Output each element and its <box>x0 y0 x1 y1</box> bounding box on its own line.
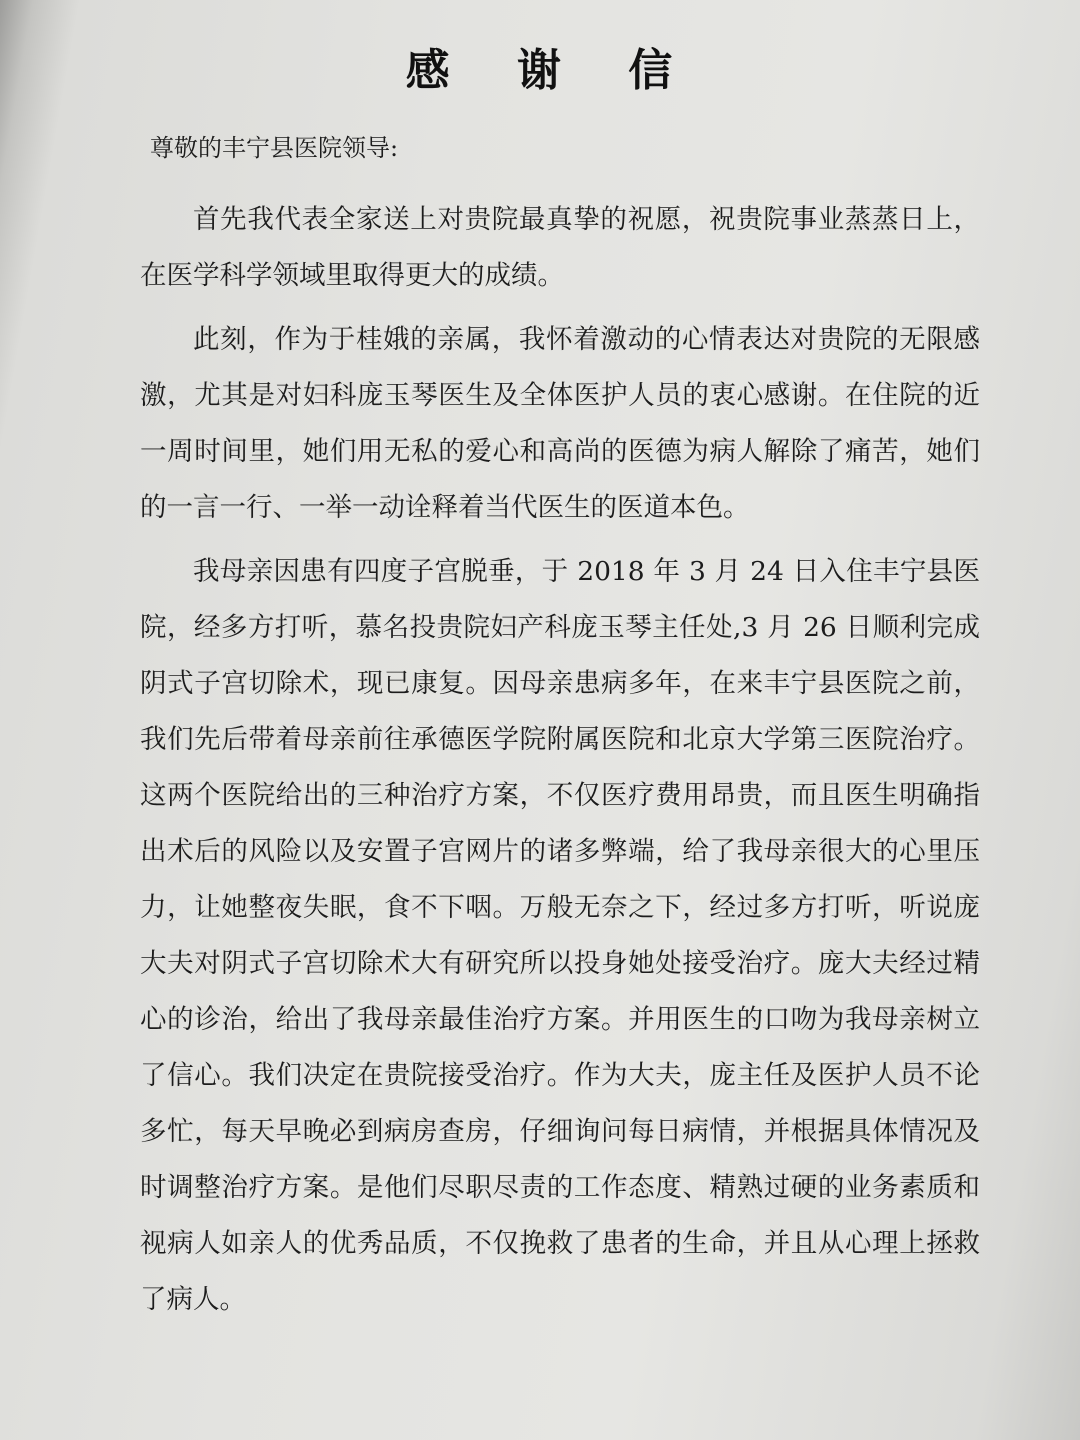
paragraph-2: 此刻，作为于桂娥的亲属，我怀着激动的心情表达对贵院的无限感激，尤其是对妇科庞玉琴医生及全体医护人员的衷心感谢。在住院的近一周时间里，她们用无私的爱心和高尚的医德为病人解除了痛苦，她们的一言一行、一举一动诠释着当代医生的医道本色。 <box>140 324 980 523</box>
paragraph-1: 首先我代表全家送上对贵院最真挚的祝愿，祝贵院事业蒸蒸日上，在医学科学领域里取得更大的成绩。 <box>140 204 980 291</box>
paragraph-3: 我母亲因患有四度子宫脱垂，于 2018 年 3 月 24 日入住丰宁县医院，经多方打听，慕名投贵院妇产科庞玉琴主任处,3 月 26 日顺利完成阴式子宫切除术，现已康复。因母亲患病多年，在来丰宁县医院之前，我们先后带着母亲前往承德医学院附属医院和北京大学第三医院治疗。这两个医院给出的三种治疗方案，不仅医疗费用昂贵，而且医生明确指出术后的风险以及安置子宫网片的诸多弊端，给了我母亲很大的心里压力，让她整夜失眠，食不下咽。万般无奈之下，经过多方打听，听说庞大夫对阴式子宫切除术大有研究所以投身她处接受治疗。庞大夫经过精心的诊治，给出了我母亲最佳治疗方案。并用医生的口吻为我母亲树立了信心。我们决定在贵院接受治疗。作为大夫，庞主任及医护人员不论多忙，每天早晚必到病房查房，仔细询问每日病情，并根据具体情况及时调整治疗方案。是他们尽职尽责的工作态度、精熟过硬的业务素质和视病人如亲人的优秀品质，不仅挽救了患者的生命，并且从心理上拯救了病人。 <box>140 556 980 1315</box>
salutation: 尊敬的丰宁县医院领导: <box>150 134 399 162</box>
letter-title: 感 谢 信 <box>405 45 699 96</box>
